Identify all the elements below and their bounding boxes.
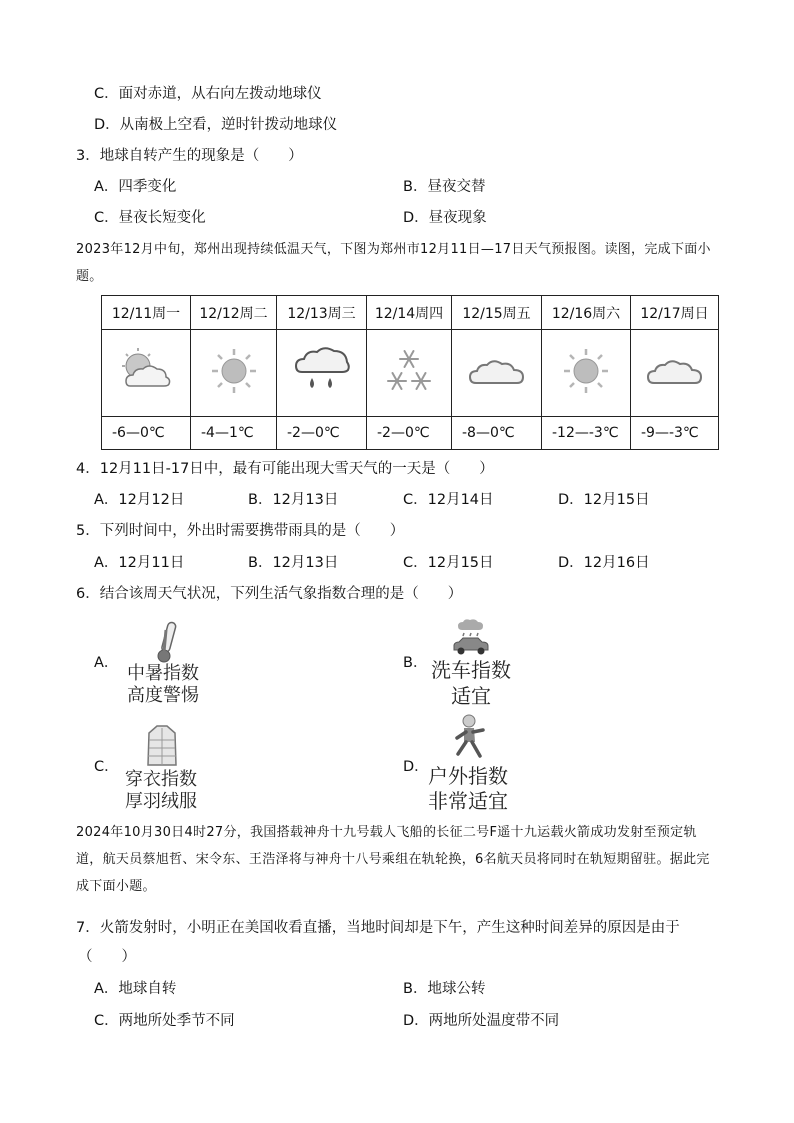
q4-stem: 4．12月11日-17日中，最有可能出现大雪天气的一天是（ ） — [76, 461, 494, 477]
q4-option-a: A．12月12日 — [94, 492, 185, 508]
icon-cell — [452, 330, 542, 417]
cloud-icon — [466, 351, 528, 391]
date-cell: 12/17周日 — [631, 296, 719, 330]
weather-forecast-table — [101, 295, 719, 450]
icon-cell — [277, 330, 367, 417]
q5-option-d: D．12月16日 — [558, 555, 650, 571]
q4-option-d: D．12月15日 — [558, 492, 650, 508]
q3-stem: 3．地球自转产生的现象是（ ） — [76, 148, 303, 164]
intro-weather-passage: 2023年12月中旬，郑州出现持续低温天气，下图为郑州市12月11日—17日天气预报图。读图，完成下面小题。 — [76, 242, 711, 284]
temp-cell: -6—0℃ — [102, 417, 191, 450]
q6-option-c-line1: 穿衣指数 — [125, 769, 197, 790]
icon-cell — [542, 330, 631, 417]
q7-stem-line2: （ ） — [78, 949, 136, 965]
down-jacket-icon — [145, 723, 179, 767]
temp-cell: -8—0℃ — [452, 417, 542, 450]
date-cell: 12/11周一 — [102, 296, 191, 330]
q3-option-c: C．昼夜长短变化 — [94, 210, 206, 226]
temp-cell: -4—1℃ — [191, 417, 277, 450]
car-rain-icon — [450, 618, 492, 658]
date-cell: 12/12周二 — [191, 296, 277, 330]
q7-stem-line1: 7．火箭发射时，小明正在美国收看直播，当地时间却是下午，产生这种时间差异的原因是由于 — [76, 920, 680, 936]
q6-option-b-letter: B． — [403, 655, 428, 671]
q4-option-b: B．12月13日 — [248, 492, 339, 508]
temp-cell: -12—-3℃ — [542, 417, 631, 450]
q7-option-d: D．两地所处温度带不同 — [403, 1013, 560, 1029]
q6-option-d-line2: 非常适宜 — [428, 789, 508, 813]
q5-option-b: B．12月13日 — [248, 555, 339, 571]
q6-stem: 6．结合该周天气状况，下列生活气象指数合理的是（ ） — [76, 586, 463, 602]
icon-cell — [191, 330, 277, 417]
q2-option-d: D．从南极上空看，逆时针拨动地球仪 — [94, 117, 338, 133]
q6-option-a-line2: 高度警惕 — [127, 685, 199, 706]
thermometer-icon — [153, 620, 181, 664]
q7-option-c: C．两地所处季节不同 — [94, 1013, 235, 1029]
q7-option-a: A．地球自转 — [94, 981, 177, 997]
icon-cell — [631, 330, 719, 417]
q6-option-a-line1: 中暑指数 — [127, 663, 199, 684]
q6-option-d-letter: D． — [403, 759, 429, 775]
runner-icon — [452, 714, 488, 762]
q3-option-d: D．昼夜现象 — [403, 210, 487, 226]
temp-cell: -9—-3℃ — [631, 417, 719, 450]
q3-option-b: B．昼夜交替 — [403, 179, 486, 195]
rain-cloud-icon — [292, 344, 352, 398]
cloud-icon — [644, 351, 706, 391]
date-cell: 12/14周四 — [367, 296, 452, 330]
q5-option-a: A．12月11日 — [94, 555, 185, 571]
q6-option-a-letter: A． — [94, 655, 119, 671]
date-cell: 12/15周五 — [452, 296, 542, 330]
sun-cloud-icon — [116, 346, 176, 396]
q6-option-b-line1: 洗车指数 — [431, 658, 511, 682]
q3-option-a: A．四季变化 — [94, 179, 177, 195]
q5-stem: 5．下列时间中，外出时需要携带雨具的是（ ） — [76, 523, 405, 539]
date-cell: 12/16周六 — [542, 296, 631, 330]
q2-option-c: C．面对赤道，从右向左拨动地球仪 — [94, 86, 322, 102]
q6-option-b-line2: 适宜 — [451, 684, 491, 708]
q7-option-b: B．地球公转 — [403, 981, 486, 997]
temp-cell: -2—0℃ — [277, 417, 367, 450]
q6-option-c-letter: C． — [94, 759, 119, 775]
snowflake-icon — [382, 345, 436, 397]
q4-option-c: C．12月14日 — [403, 492, 494, 508]
date-cell: 12/13周三 — [277, 296, 367, 330]
q5-option-c: C．12月15日 — [403, 555, 494, 571]
temp-cell: -2—0℃ — [367, 417, 452, 450]
icon-cell — [367, 330, 452, 417]
intro-shenzhou-passage: 2024年10月30日4时27分，我国搭载神舟十九号载人飞船的长征二号F遥十九运载火箭成功发射至预定轨道，航天员蔡旭哲、宋令东、王浩泽将与神舟十八号乘组在轨轮换，6名航天员将同时在轨短期留驻。据此完成下面小题。 — [76, 825, 710, 894]
q6-option-d-line1: 户外指数 — [428, 764, 508, 788]
icon-cell — [102, 330, 191, 417]
sun-icon — [209, 346, 259, 396]
sun-icon — [561, 346, 611, 396]
q6-option-c-line2: 厚羽绒服 — [125, 791, 197, 812]
